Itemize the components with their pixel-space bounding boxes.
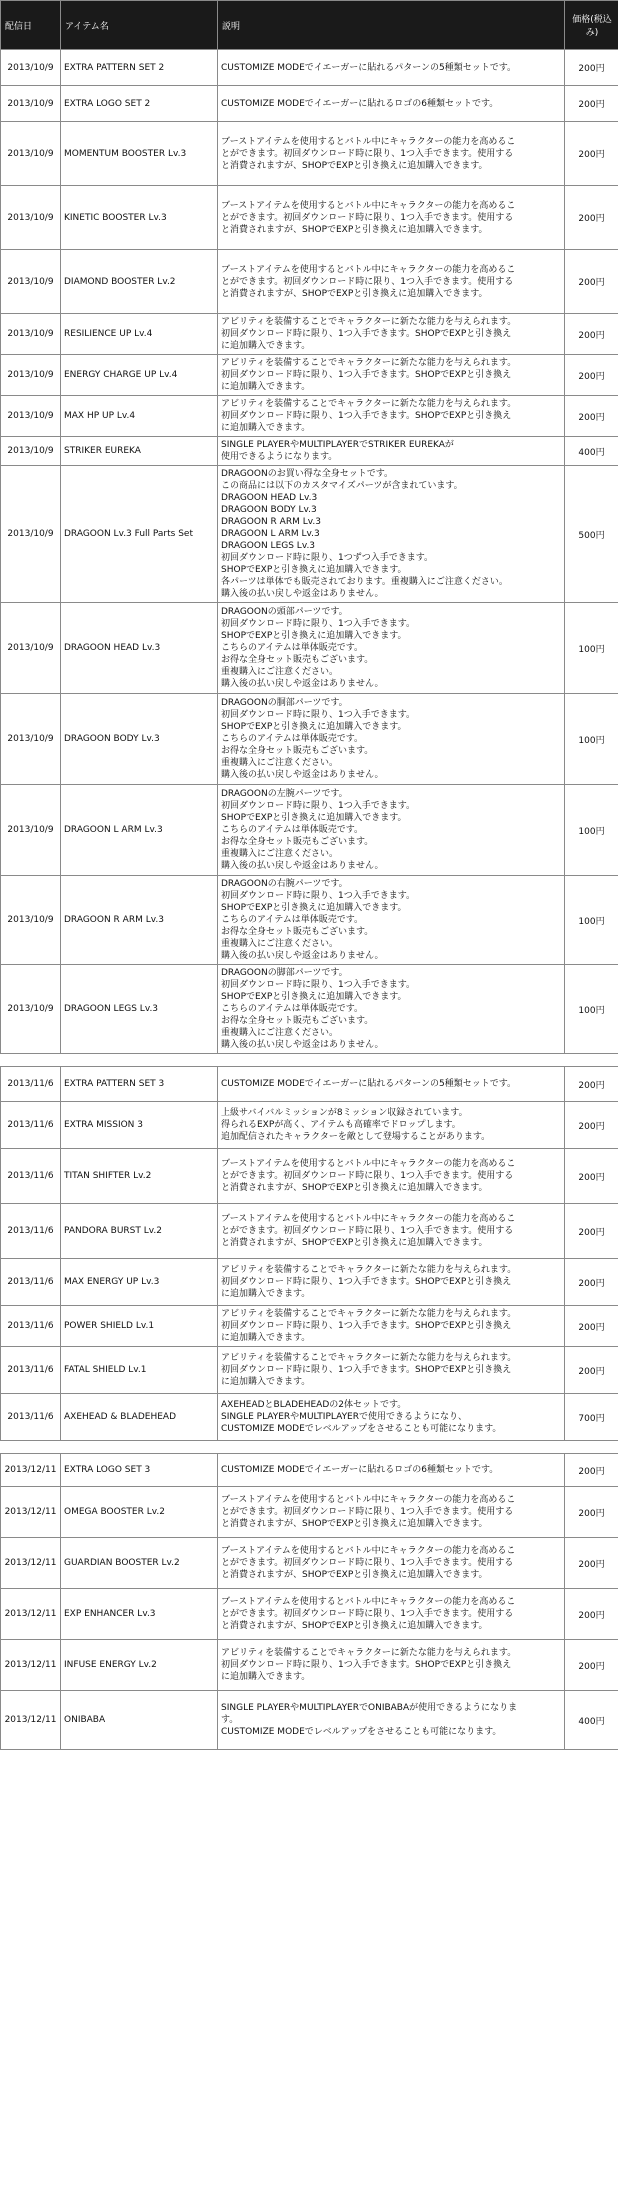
description-line: 初回ダウンロード時に限り、1つ入手できます。 xyxy=(221,980,416,990)
cell-item-name: ENERGY CHARGE UP Lv.4 xyxy=(61,355,218,396)
description-line: 上級サバイバルミッションが8ミッション収録されています。 xyxy=(221,1108,468,1118)
description-line: CUSTOMIZE MODEでイエーガーに貼れるロゴの6種類セットです。 xyxy=(221,98,499,109)
description-line: ブーストアイテムを使用するとバトル中にキャラクターの能力を高めるこ xyxy=(221,136,516,147)
description-line: 初回ダウンロード時に限り、1つ入手できます。 xyxy=(221,891,416,901)
description-line: アビリティを装備することでキャラクターに新たな能力を与えられます。 xyxy=(221,1309,517,1319)
description-line: とができます。初回ダウンロード時に限り、1つ入手できます。使用する xyxy=(221,212,514,223)
description-line: 初回ダウンロード時に限り、1つ入手できます。 xyxy=(221,710,416,720)
table-row xyxy=(1,437,618,466)
description-line: DRAGOONの脚部パーツです。 xyxy=(221,968,348,978)
description-line: とができます。初回ダウンロード時に限り、1つ入手できます。使用する xyxy=(221,148,514,159)
cell-item-name: ONIBABA xyxy=(61,1691,218,1750)
cell-item-name: RESILIENCE UP Lv.4 xyxy=(61,314,218,355)
description-line: CUSTOMIZE MODEでイエーガーに貼れるパターンの5種類セットです。 xyxy=(221,1079,517,1089)
cell-description xyxy=(218,1204,565,1259)
cell-description xyxy=(218,1589,565,1640)
description-line: お得な全身セット販売もございます。 xyxy=(221,1016,374,1026)
header-price: 価格(税込み) xyxy=(565,1,618,50)
description-line: と消費されますが、SHOPでEXPと引き換えに追加購入できます。 xyxy=(221,1570,488,1580)
description-line: DRAGOON R ARM Lv.3 xyxy=(221,517,321,527)
cell-description xyxy=(218,186,565,250)
table-row xyxy=(1,1487,618,1538)
cell-price: 200円 xyxy=(565,1640,618,1691)
description-line: に追加購入できます。 xyxy=(221,382,311,392)
description-line: こちらのアイテムは単体販売です。 xyxy=(221,1004,364,1014)
description-line: 追加配信されたキャラクターを敵として登場することがあります。 xyxy=(221,1132,491,1142)
cell-description xyxy=(218,250,565,314)
description-line: に追加購入できます。 xyxy=(221,1672,311,1682)
cell-price: 200円 xyxy=(565,355,618,396)
table-row xyxy=(1,1454,618,1487)
table-row xyxy=(1,1691,618,1750)
cell-date: 2013/12/11 xyxy=(1,1487,61,1538)
table-row xyxy=(1,186,618,250)
description-line: 購入後の払い戻しや返金はありません。 xyxy=(221,861,384,871)
cell-price: 200円 xyxy=(565,1589,618,1640)
table-row xyxy=(1,122,618,186)
cell-date: 2013/10/9 xyxy=(1,965,61,1054)
cell-date: 2013/10/9 xyxy=(1,86,61,122)
cell-item-name: DRAGOON HEAD Lv.3 xyxy=(61,603,218,694)
description-line: 得られるEXPが高く、アイテムも高確率でドロップします。 xyxy=(221,1120,461,1130)
cell-description xyxy=(218,603,565,694)
description-line: ブーストアイテムを使用するとバトル中にキャラクターの能力を高めるこ xyxy=(221,1597,516,1607)
cell-date: 2013/11/6 xyxy=(1,1306,61,1347)
description-line: 重複購入にご注意ください。 xyxy=(221,1028,339,1038)
cell-item-name: FATAL SHIELD Lv.1 xyxy=(61,1347,218,1394)
description-line: アビリティを装備することでキャラクターに新たな能力を与えられます。 xyxy=(221,399,517,409)
description-line: この商品には以下のカスタマイズパーツが含まれています。 xyxy=(221,481,463,491)
cell-price: 200円 xyxy=(565,86,618,122)
cell-date: 2013/12/11 xyxy=(1,1691,61,1750)
cell-date: 2013/10/9 xyxy=(1,186,61,250)
description-line: 使用できるようになります。 xyxy=(221,452,338,462)
cell-price: 200円 xyxy=(565,1538,618,1589)
description-line: CUSTOMIZE MODEでレベルアップをさせることも可能になります。 xyxy=(221,1727,502,1737)
cell-description xyxy=(218,122,565,186)
table-row xyxy=(1,314,618,355)
table-row xyxy=(1,965,618,1054)
cell-description xyxy=(218,694,565,785)
cell-date: 2013/10/9 xyxy=(1,466,61,603)
cell-description xyxy=(218,1487,565,1538)
description-line: お得な全身セット販売もございます。 xyxy=(221,655,374,665)
cell-description xyxy=(218,355,565,396)
description-line: ブーストアイテムを使用するとバトル中にキャラクターの能力を高めるこ xyxy=(221,1214,516,1224)
description-line: とができます。初回ダウンロード時に限り、1つ入手できます。使用する xyxy=(221,1558,514,1568)
cell-description xyxy=(218,1306,565,1347)
cell-date: 2013/10/9 xyxy=(1,876,61,965)
description-line: と消費されますが、SHOPでEXPと引き換えに追加購入できます。 xyxy=(221,288,488,299)
description-line: す。 xyxy=(221,1715,239,1725)
cell-item-name: DRAGOON LEGS Lv.3 xyxy=(61,965,218,1054)
description-line: CUSTOMIZE MODEでレベルアップをさせることも可能になります。 xyxy=(221,1424,502,1434)
cell-description xyxy=(218,1538,565,1589)
description-line: 各パーツは単体でも販売されております。重複購入にご注意ください。 xyxy=(221,577,508,587)
cell-item-name: EXTRA LOGO SET 2 xyxy=(61,86,218,122)
cell-description xyxy=(218,1347,565,1394)
cell-description xyxy=(218,314,565,355)
table-row xyxy=(1,1306,618,1347)
description-line: こちらのアイテムは単体販売です。 xyxy=(221,825,364,835)
description-line: 初回ダウンロード時に限り、1つ入手できます。SHOPでEXPと引き換え xyxy=(221,411,512,421)
cell-date: 2013/12/11 xyxy=(1,1589,61,1640)
cell-item-name: AXEHEAD & BLADEHEAD xyxy=(61,1394,218,1441)
header-date: 配信日 xyxy=(1,1,61,50)
description-line: SHOPでEXPと引き換えに追加購入できます。 xyxy=(221,813,407,823)
cell-price: 200円 xyxy=(565,1149,618,1204)
cell-price: 200円 xyxy=(565,314,618,355)
description-line: 購入後の払い戻しや返金はありません。 xyxy=(221,679,384,689)
cell-price: 200円 xyxy=(565,1102,618,1149)
cell-date: 2013/11/6 xyxy=(1,1259,61,1306)
cell-price: 100円 xyxy=(565,876,618,965)
description-line: DRAGOON BODY Lv.3 xyxy=(221,505,317,515)
description-line: ブーストアイテムを使用するとバトル中にキャラクターの能力を高めるこ xyxy=(221,1546,516,1556)
description-line: SHOPでEXPと引き換えに追加購入できます。 xyxy=(221,722,407,732)
cell-date: 2013/12/11 xyxy=(1,1538,61,1589)
description-line: 初回ダウンロード時に限り、1つ入手できます。 xyxy=(221,619,416,629)
cell-price: 200円 xyxy=(565,1454,618,1487)
description-line: こちらのアイテムは単体販売です。 xyxy=(221,915,364,925)
cell-price: 200円 xyxy=(565,1487,618,1538)
description-line: 重複購入にご注意ください。 xyxy=(221,758,339,768)
cell-description xyxy=(218,1067,565,1102)
description-line: CUSTOMIZE MODEでイエーガーに貼れるロゴの6種類セットです。 xyxy=(221,1465,499,1475)
cell-description xyxy=(218,86,565,122)
description-line: と消費されますが、SHOPでEXPと引き換えに追加購入できます。 xyxy=(221,160,488,171)
table-row xyxy=(1,1067,618,1102)
cell-item-name: INFUSE ENERGY Lv.2 xyxy=(61,1640,218,1691)
cell-item-name: DRAGOON R ARM Lv.3 xyxy=(61,876,218,965)
cell-description xyxy=(218,965,565,1054)
table-row xyxy=(1,694,618,785)
table-row xyxy=(1,1589,618,1640)
cell-item-name: TITAN SHIFTER Lv.2 xyxy=(61,1149,218,1204)
description-line: SHOPでEXPと引き換えに追加購入できます。 xyxy=(221,565,407,575)
cell-description xyxy=(218,437,565,466)
cell-description xyxy=(218,466,565,603)
description-line: DRAGOON L ARM Lv.3 xyxy=(221,529,320,539)
cell-price: 400円 xyxy=(565,437,618,466)
table-row xyxy=(1,250,618,314)
cell-item-name: EXP ENHANCER Lv.3 xyxy=(61,1589,218,1640)
description-line: 購入後の払い戻しや返金はありません。 xyxy=(221,1040,384,1050)
cell-item-name: EXTRA PATTERN SET 2 xyxy=(61,50,218,86)
group-separator-cell xyxy=(1,1441,618,1454)
table-row xyxy=(1,1347,618,1394)
cell-date: 2013/11/6 xyxy=(1,1204,61,1259)
description-line: こちらのアイテムは単体販売です。 xyxy=(221,643,364,653)
description-line: SINGLE PLAYERやMULTIPLAYERでONIBABAが使用できるようになりま xyxy=(221,1703,518,1713)
cell-price: 100円 xyxy=(565,965,618,1054)
cell-price: 100円 xyxy=(565,603,618,694)
cell-description xyxy=(218,1394,565,1441)
cell-price: 100円 xyxy=(565,694,618,785)
cell-item-name: STRIKER EUREKA xyxy=(61,437,218,466)
description-line: SINGLE PLAYERやMULTIPLAYERでSTRIKER EUREKAが xyxy=(221,440,454,450)
cell-price: 100円 xyxy=(565,785,618,876)
description-line: SINGLE PLAYERやMULTIPLAYERで使用できるようになり、 xyxy=(221,1412,468,1422)
cell-item-name: EXTRA LOGO SET 3 xyxy=(61,1454,218,1487)
description-line: と消費されますが、SHOPでEXPと引き換えに追加購入できます。 xyxy=(221,1183,488,1193)
cell-date: 2013/10/9 xyxy=(1,694,61,785)
cell-price: 200円 xyxy=(565,1067,618,1102)
cell-description xyxy=(218,1640,565,1691)
table-row xyxy=(1,603,618,694)
description-line: 購入後の払い戻しや返金はありません。 xyxy=(221,951,384,961)
table-row xyxy=(1,1538,618,1589)
cell-description xyxy=(218,785,565,876)
description-line: DRAGOONの左腕パーツです。 xyxy=(221,789,348,799)
cell-price: 200円 xyxy=(565,122,618,186)
description-line: に追加購入できます。 xyxy=(221,1377,311,1387)
cell-price: 400円 xyxy=(565,1691,618,1750)
header-desc: 説明 xyxy=(218,1,565,50)
description-line: に追加購入できます。 xyxy=(221,423,311,433)
description-line: 重複購入にご注意ください。 xyxy=(221,849,339,859)
cell-date: 2013/12/11 xyxy=(1,1454,61,1487)
table-row xyxy=(1,1149,618,1204)
description-line: 初回ダウンロード時に限り、1つ入手できます。SHOPでEXPと引き換え xyxy=(221,1660,512,1670)
group-separator xyxy=(1,1441,618,1454)
cell-item-name: DRAGOON Lv.3 Full Parts Set xyxy=(61,466,218,603)
description-line: ブーストアイテムを使用するとバトル中にキャラクターの能力を高めるこ xyxy=(221,200,516,211)
description-line: SHOPでEXPと引き換えに追加購入できます。 xyxy=(221,903,407,913)
description-line: 初回ダウンロード時に限り、1つ入手できます。SHOPでEXPと引き換え xyxy=(221,1365,512,1375)
description-line: 購入後の払い戻しや返金はありません。 xyxy=(221,770,384,780)
cell-price: 200円 xyxy=(565,250,618,314)
cell-item-name: MAX ENERGY UP Lv.3 xyxy=(61,1259,218,1306)
description-line: お得な全身セット販売もございます。 xyxy=(221,927,374,937)
cell-description xyxy=(218,876,565,965)
description-line: と消費されますが、SHOPでEXPと引き換えに追加購入できます。 xyxy=(221,1621,488,1631)
cell-description xyxy=(218,1454,565,1487)
cell-date: 2013/10/9 xyxy=(1,355,61,396)
cell-item-name: PANDORA BURST Lv.2 xyxy=(61,1204,218,1259)
description-line: 初回ダウンロード時に限り、1つずつ入手できます。 xyxy=(221,553,434,563)
cell-date: 2013/11/6 xyxy=(1,1067,61,1102)
description-line: 初回ダウンロード時に限り、1つ入手できます。SHOPでEXPと引き換え xyxy=(221,329,512,339)
table-row xyxy=(1,785,618,876)
table-row xyxy=(1,50,618,86)
description-line: AXEHEADとBLADEHEADの2体セットです。 xyxy=(221,1400,407,1410)
cell-price: 200円 xyxy=(565,396,618,437)
description-line: と消費されますが、SHOPでEXPと引き換えに追加購入できます。 xyxy=(221,1519,488,1529)
description-line: ブーストアイテムを使用するとバトル中にキャラクターの能力を高めるこ xyxy=(221,264,516,275)
table-row xyxy=(1,876,618,965)
cell-description xyxy=(218,1149,565,1204)
description-line: アビリティを装備することでキャラクターに新たな能力を与えられます。 xyxy=(221,1265,517,1275)
description-line: DRAGOON HEAD Lv.3 xyxy=(221,493,318,503)
header-name: アイテム名 xyxy=(61,1,218,50)
table-header xyxy=(1,1,618,50)
cell-item-name: EXTRA MISSION 3 xyxy=(61,1102,218,1149)
description-line: SHOPでEXPと引き換えに追加購入できます。 xyxy=(221,992,407,1002)
description-line: とができます。初回ダウンロード時に限り、1つ入手できます。使用する xyxy=(221,1171,514,1181)
cell-price: 200円 xyxy=(565,50,618,86)
cell-date: 2013/10/9 xyxy=(1,785,61,876)
description-line: DRAGOONのお買い得な全身セットです。 xyxy=(221,469,393,479)
description-line: CUSTOMIZE MODEでイエーガーに貼れるパターンの5種類セットです。 xyxy=(221,62,517,73)
cell-date: 2013/10/9 xyxy=(1,122,61,186)
description-line: とができます。初回ダウンロード時に限り、1つ入手できます。使用する xyxy=(221,1609,514,1619)
description-line: と消費されますが、SHOPでEXPと引き換えに追加購入できます。 xyxy=(221,224,488,235)
description-line: 初回ダウンロード時に限り、1つ入手できます。SHOPでEXPと引き換え xyxy=(221,1321,512,1331)
cell-price: 200円 xyxy=(565,1347,618,1394)
description-line: 初回ダウンロード時に限り、1つ入手できます。SHOPでEXPと引き換え xyxy=(221,1277,512,1287)
description-line: SHOPでEXPと引き換えに追加購入できます。 xyxy=(221,631,407,641)
description-line: DRAGOON LEGS Lv.3 xyxy=(221,541,316,551)
table-row xyxy=(1,1102,618,1149)
description-line: と消費されますが、SHOPでEXPと引き換えに追加購入できます。 xyxy=(221,1238,488,1248)
cell-price: 200円 xyxy=(565,186,618,250)
cell-item-name: EXTRA PATTERN SET 3 xyxy=(61,1067,218,1102)
table-row xyxy=(1,1204,618,1259)
description-line: 初回ダウンロード時に限り、1つ入手できます。 xyxy=(221,801,416,811)
cell-description xyxy=(218,1102,565,1149)
description-line: アビリティを装備することでキャラクターに新たな能力を与えられます。 xyxy=(221,1353,517,1363)
description-line: アビリティを装備することでキャラクターに新たな能力を与えられます。 xyxy=(221,317,517,327)
description-line: ブーストアイテムを使用するとバトル中にキャラクターの能力を高めるこ xyxy=(221,1159,516,1169)
description-line: DRAGOONの胴部パーツです。 xyxy=(221,698,348,708)
cell-date: 2013/10/9 xyxy=(1,437,61,466)
description-line: とができます。初回ダウンロード時に限り、1つ入手できます。使用する xyxy=(221,1507,514,1517)
description-line: 重複購入にご注意ください。 xyxy=(221,667,339,677)
description-line: 購入後の払い戻しや返金はありません。 xyxy=(221,589,384,599)
description-line: に追加購入できます。 xyxy=(221,1333,311,1343)
description-line: とができます。初回ダウンロード時に限り、1つ入手できます。使用する xyxy=(221,1226,514,1236)
cell-date: 2013/12/11 xyxy=(1,1640,61,1691)
cell-date: 2013/10/9 xyxy=(1,50,61,86)
cell-item-name: DRAGOON BODY Lv.3 xyxy=(61,694,218,785)
cell-price: 200円 xyxy=(565,1306,618,1347)
cell-price: 500円 xyxy=(565,466,618,603)
description-line: に追加購入できます。 xyxy=(221,341,311,351)
cell-date: 2013/10/9 xyxy=(1,603,61,694)
table-row xyxy=(1,1394,618,1441)
cell-item-name: DIAMOND BOOSTER Lv.2 xyxy=(61,250,218,314)
description-line: こちらのアイテムは単体販売です。 xyxy=(221,734,364,744)
description-line: とができます。初回ダウンロード時に限り、1つ入手できます。使用する xyxy=(221,276,514,287)
cell-date: 2013/10/9 xyxy=(1,396,61,437)
description-line: お得な全身セット販売もございます。 xyxy=(221,837,374,847)
cell-item-name: MOMENTUM BOOSTER Lv.3 xyxy=(61,122,218,186)
table-row xyxy=(1,1259,618,1306)
description-line: お得な全身セット販売もございます。 xyxy=(221,746,374,756)
cell-item-name: POWER SHIELD Lv.1 xyxy=(61,1306,218,1347)
description-line: アビリティを装備することでキャラクターに新たな能力を与えられます。 xyxy=(221,358,517,368)
cell-date: 2013/11/6 xyxy=(1,1149,61,1204)
cell-item-name: OMEGA BOOSTER Lv.2 xyxy=(61,1487,218,1538)
cell-item-name: GUARDIAN BOOSTER Lv.2 xyxy=(61,1538,218,1589)
cell-date: 2013/11/6 xyxy=(1,1102,61,1149)
description-line: ブーストアイテムを使用するとバトル中にキャラクターの能力を高めるこ xyxy=(221,1495,516,1505)
cell-item-name: KINETIC BOOSTER Lv.3 xyxy=(61,186,218,250)
cell-date: 2013/10/9 xyxy=(1,314,61,355)
cell-description xyxy=(218,396,565,437)
table-row xyxy=(1,396,618,437)
cell-price: 200円 xyxy=(565,1204,618,1259)
description-line: DRAGOONの右腕パーツです。 xyxy=(221,879,348,889)
cell-price: 700円 xyxy=(565,1394,618,1441)
description-line: DRAGOONの頭部パーツです。 xyxy=(221,607,348,617)
table-row xyxy=(1,1640,618,1691)
description-line: アビリティを装備することでキャラクターに新たな能力を与えられます。 xyxy=(221,1648,517,1658)
description-line: に追加購入できます。 xyxy=(221,1289,311,1299)
cell-description xyxy=(218,50,565,86)
cell-description xyxy=(218,1259,565,1306)
group-separator xyxy=(1,1054,618,1067)
cell-price: 200円 xyxy=(565,1259,618,1306)
cell-date: 2013/10/9 xyxy=(1,250,61,314)
table-row xyxy=(1,355,618,396)
group-separator-cell xyxy=(1,1054,618,1067)
description-line: 重複購入にご注意ください。 xyxy=(221,939,339,949)
cell-date: 2013/11/6 xyxy=(1,1394,61,1441)
table-row xyxy=(1,466,618,603)
cell-description xyxy=(218,1691,565,1750)
cell-item-name: MAX HP UP Lv.4 xyxy=(61,396,218,437)
cell-item-name: DRAGOON L ARM Lv.3 xyxy=(61,785,218,876)
table-row xyxy=(1,86,618,122)
description-line: 初回ダウンロード時に限り、1つ入手できます。SHOPでEXPと引き換え xyxy=(221,370,512,380)
table-body xyxy=(1,50,618,1750)
cell-date: 2013/11/6 xyxy=(1,1347,61,1394)
